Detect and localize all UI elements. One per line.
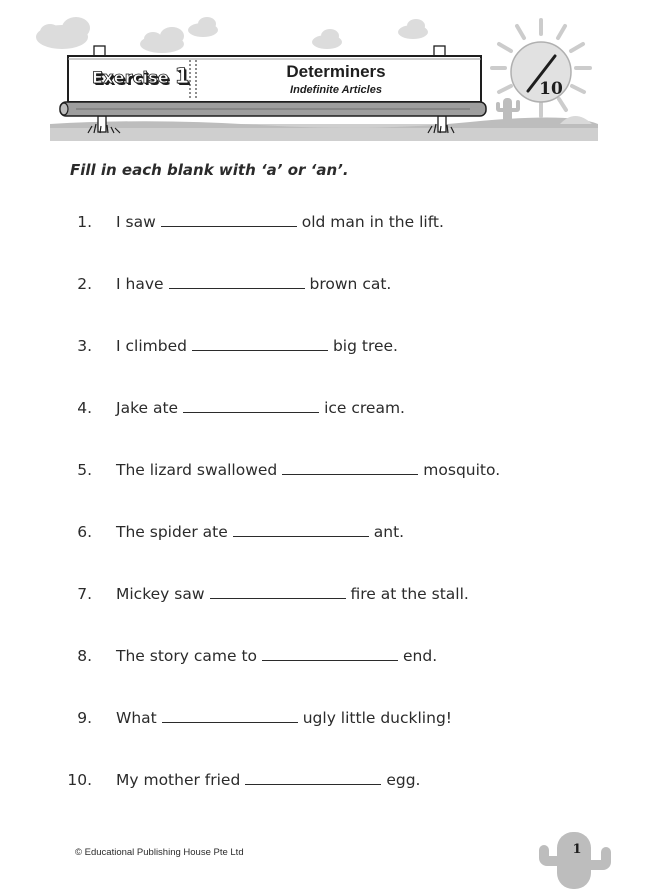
answer-blank[interactable] [169, 287, 305, 289]
exercise-number: 1 [174, 64, 190, 88]
question-text-after: fire at the stall. [350, 585, 469, 603]
question-text-before: Jake ate [116, 399, 179, 417]
answer-blank[interactable] [233, 535, 369, 537]
instruction-text: Fill in each blank with ‘a’ or ‘an’. [70, 161, 349, 179]
question-row [66, 641, 586, 665]
question-text-before: I climbed [116, 337, 187, 355]
question-text-before: I have [116, 275, 164, 293]
question-number: 10. [67, 771, 92, 789]
answer-blank[interactable] [245, 783, 381, 785]
page-title: Determiners [286, 62, 386, 81]
question-text-after: ice cream. [324, 399, 405, 417]
question-text-before: Mickey saw [116, 585, 205, 603]
copyright-footer: © Educational Publishing House Pte Ltd [75, 847, 244, 858]
question-text-before: I saw [116, 213, 156, 231]
score-total: 10 [539, 79, 563, 99]
question-text-after: ugly little duckling! [302, 709, 452, 727]
exercise-label-text: Exercise [92, 68, 169, 87]
question-text-after: end. [403, 647, 438, 665]
cactus-icon [535, 828, 615, 889]
question-number: 8. [77, 647, 92, 665]
question-row [66, 269, 586, 293]
question-row [66, 517, 586, 541]
question-text-before: The lizard swallowed [116, 461, 278, 479]
question-text-before: The spider ate [116, 523, 228, 541]
question-number: 9. [77, 709, 92, 727]
exercise-label [92, 64, 190, 94]
question-number: 1. [77, 213, 92, 231]
question-text-after: ant. [373, 523, 405, 541]
answer-blank[interactable] [183, 411, 319, 413]
page-subtitle: Indefinite Articles [290, 84, 382, 96]
question-number: 2. [77, 275, 92, 293]
question-row [66, 703, 586, 727]
question-text-before: My mother fried [116, 771, 241, 789]
answer-blank[interactable] [192, 349, 328, 351]
question-row [66, 765, 586, 789]
answer-blank[interactable] [210, 597, 346, 599]
question-text-before: What [116, 709, 157, 727]
question-row [66, 579, 586, 603]
question-number: 5. [77, 461, 92, 479]
answer-blank[interactable] [262, 659, 398, 661]
answer-blank[interactable] [161, 225, 297, 227]
question-number: 6. [77, 523, 92, 541]
question-text-after: old man in the lift. [301, 213, 444, 231]
question-number: 3. [77, 337, 92, 355]
question-row [66, 393, 586, 417]
question-text-after: egg. [386, 771, 421, 789]
page-number: 1 [572, 842, 582, 857]
question-text-after: mosquito. [423, 461, 501, 479]
answer-blank[interactable] [162, 721, 298, 723]
question-row [66, 331, 586, 355]
question-text-after: brown cat. [309, 275, 392, 293]
question-row [66, 455, 586, 479]
question-number: 4. [77, 399, 92, 417]
answer-blank[interactable] [282, 473, 418, 475]
question-number: 7. [77, 585, 92, 603]
question-text-after: big tree. [332, 337, 398, 355]
question-row [66, 207, 586, 231]
question-text-before: The story came to [116, 647, 258, 665]
